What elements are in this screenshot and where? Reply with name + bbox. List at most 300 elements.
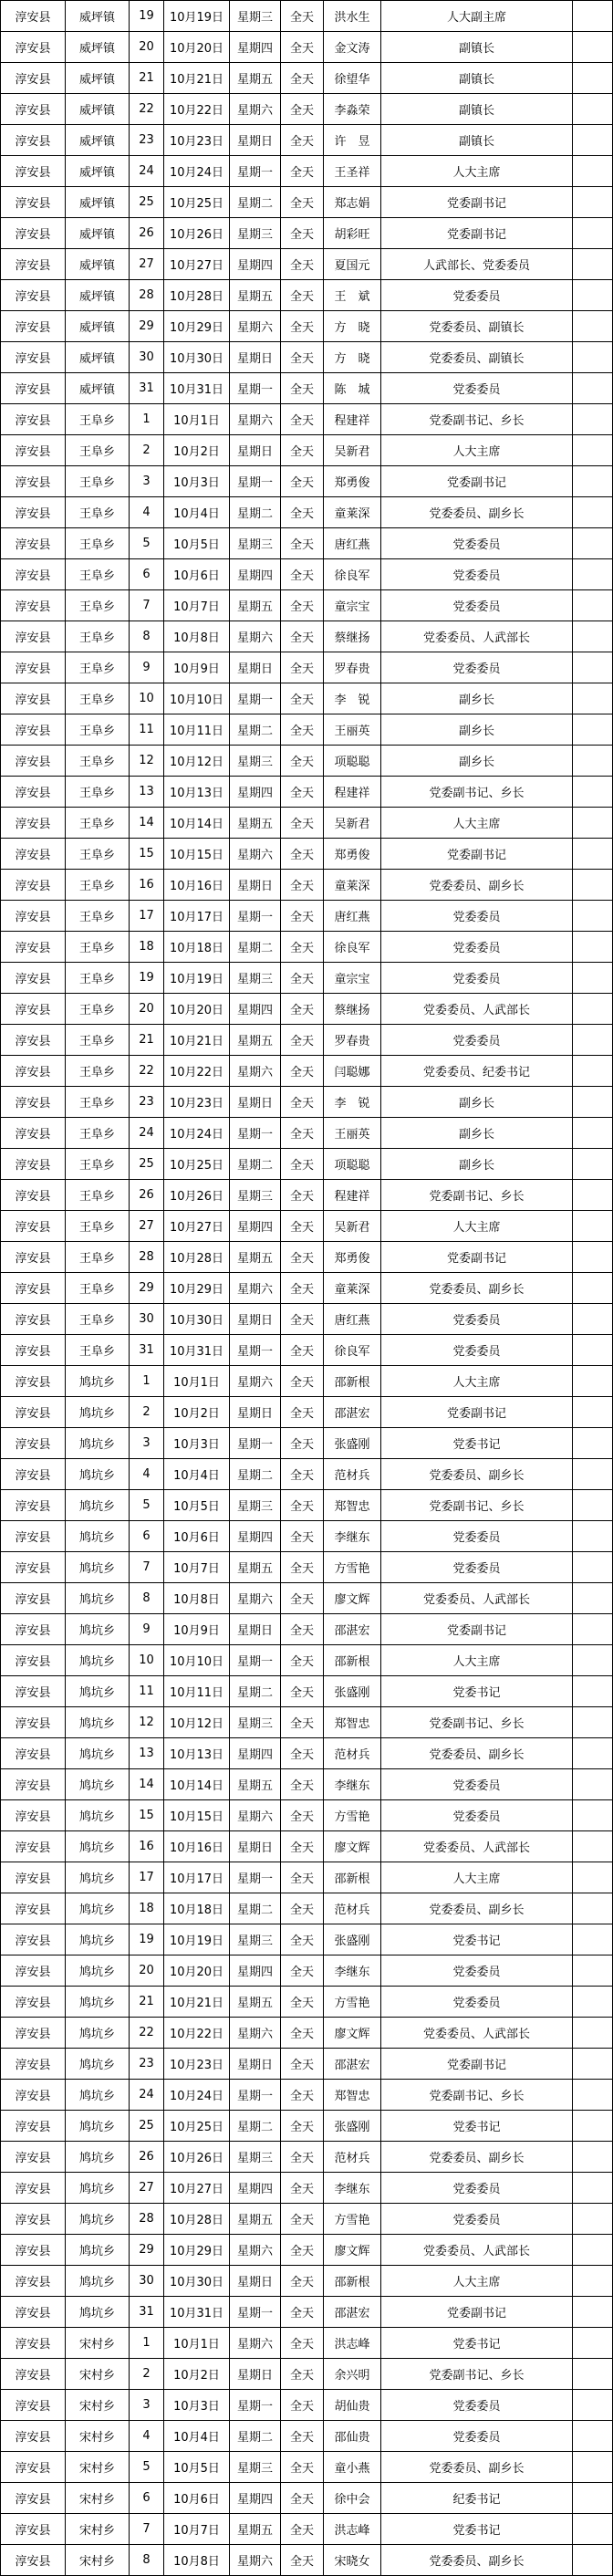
note-cell — [573, 1893, 613, 1924]
note-cell — [573, 94, 613, 125]
date-cell: 10月12日 — [164, 746, 230, 777]
note-cell — [573, 1738, 613, 1769]
position-cell: 党委委员 — [381, 2421, 573, 2452]
date-cell: 10月28日 — [164, 1242, 230, 1273]
township-cell: 鸠坑乡 — [66, 2142, 130, 2173]
name-cell: 童宗宝 — [324, 590, 381, 621]
weekday-cell: 星期三 — [230, 963, 281, 994]
table-row — [1, 901, 613, 932]
day-number-cell: 29 — [130, 2235, 164, 2266]
weekday-cell: 星期三 — [230, 2142, 281, 2173]
table-row — [1, 497, 613, 528]
county-cell: 淳安县 — [1, 621, 66, 652]
time-cell: 全天 — [281, 2421, 324, 2452]
note-cell — [573, 1211, 613, 1242]
note-cell — [573, 1800, 613, 1831]
county-cell: 淳安县 — [1, 528, 66, 559]
county-cell: 淳安县 — [1, 1893, 66, 1924]
date-cell: 10月8日 — [164, 621, 230, 652]
date-cell: 10月4日 — [164, 2421, 230, 2452]
county-cell: 淳安县 — [1, 2018, 66, 2049]
weekday-cell: 星期二 — [230, 2111, 281, 2142]
date-cell: 10月5日 — [164, 528, 230, 559]
table-row — [1, 1769, 613, 1800]
weekday-cell: 星期日 — [230, 1087, 281, 1118]
county-cell: 淳安县 — [1, 435, 66, 466]
day-number-cell: 24 — [130, 156, 164, 187]
position-cell: 人大主席 — [381, 435, 573, 466]
township-cell: 王阜乡 — [66, 714, 130, 746]
day-number-cell: 10 — [130, 683, 164, 714]
date-cell: 10月29日 — [164, 2235, 230, 2266]
note-cell — [573, 652, 613, 683]
county-cell: 淳安县 — [1, 1056, 66, 1087]
date-cell: 10月20日 — [164, 994, 230, 1025]
date-cell: 10月2日 — [164, 2359, 230, 2390]
position-cell: 党委委员 — [381, 2173, 573, 2204]
day-number-cell: 1 — [130, 404, 164, 435]
position-cell: 党委副书记 — [381, 466, 573, 497]
table-row — [1, 2421, 613, 2452]
township-cell: 王阜乡 — [66, 466, 130, 497]
township-cell: 宋村乡 — [66, 2328, 130, 2359]
name-cell: 方雪艳 — [324, 2204, 381, 2235]
day-number-cell: 24 — [130, 2080, 164, 2111]
time-cell: 全天 — [281, 1, 324, 32]
county-cell: 淳安县 — [1, 1397, 66, 1428]
county-cell: 淳安县 — [1, 590, 66, 621]
note-cell — [573, 1676, 613, 1707]
weekday-cell: 星期一 — [230, 901, 281, 932]
time-cell: 全天 — [281, 497, 324, 528]
table-row — [1, 156, 613, 187]
weekday-cell: 星期日 — [230, 870, 281, 901]
position-cell: 党委副书记 — [381, 1614, 573, 1645]
time-cell: 全天 — [281, 2111, 324, 2142]
position-cell: 党委委员、人武部长 — [381, 994, 573, 1025]
county-cell: 淳安县 — [1, 2297, 66, 2328]
weekday-cell: 星期二 — [230, 2421, 281, 2452]
county-cell: 淳安县 — [1, 1924, 66, 1955]
day-number-cell: 12 — [130, 1707, 164, 1738]
table-row — [1, 63, 613, 94]
note-cell — [573, 497, 613, 528]
note-cell — [573, 2545, 613, 2576]
note-cell — [573, 2297, 613, 2328]
date-cell: 10月8日 — [164, 2545, 230, 2576]
time-cell: 全天 — [281, 714, 324, 746]
position-cell: 党委委员 — [381, 1800, 573, 1831]
note-cell — [573, 559, 613, 590]
table-row — [1, 714, 613, 746]
time-cell: 全天 — [281, 746, 324, 777]
position-cell: 党委委员 — [381, 1025, 573, 1056]
date-cell: 10月31日 — [164, 1335, 230, 1366]
weekday-cell: 星期一 — [230, 2297, 281, 2328]
township-cell: 鸠坑乡 — [66, 2204, 130, 2235]
position-cell: 党委委员、副乡长 — [381, 497, 573, 528]
county-cell: 淳安县 — [1, 1583, 66, 1614]
name-cell: 罗春贵 — [324, 1025, 381, 1056]
weekday-cell: 星期五 — [230, 1769, 281, 1800]
name-cell: 邵湛宏 — [324, 2297, 381, 2328]
position-cell: 党委委员 — [381, 932, 573, 963]
county-cell: 淳安县 — [1, 63, 66, 94]
position-cell: 副镇长 — [381, 94, 573, 125]
note-cell — [573, 1614, 613, 1645]
county-cell: 淳安县 — [1, 249, 66, 280]
name-cell: 童宗宝 — [324, 963, 381, 994]
date-cell: 10月30日 — [164, 1304, 230, 1335]
table-row — [1, 1955, 613, 1987]
time-cell: 全天 — [281, 2514, 324, 2545]
weekday-cell: 星期五 — [230, 1987, 281, 2018]
table-row — [1, 1552, 613, 1583]
note-cell — [573, 311, 613, 342]
county-cell: 淳安县 — [1, 1428, 66, 1459]
position-cell: 党委委员、副乡长 — [381, 1738, 573, 1769]
county-cell: 淳安县 — [1, 466, 66, 497]
weekday-cell: 星期一 — [230, 373, 281, 404]
position-cell: 党委委员、副乡长 — [381, 1893, 573, 1924]
time-cell: 全天 — [281, 1521, 324, 1552]
day-number-cell: 26 — [130, 2142, 164, 2173]
weekday-cell: 星期日 — [230, 435, 281, 466]
weekday-cell: 星期二 — [230, 714, 281, 746]
note-cell — [573, 1645, 613, 1676]
note-cell — [573, 1521, 613, 1552]
name-cell: 郑勇俊 — [324, 1242, 381, 1273]
name-cell: 张盛刚 — [324, 1428, 381, 1459]
township-cell: 王阜乡 — [66, 652, 130, 683]
position-cell: 党委委员、纪委书记 — [381, 1056, 573, 1087]
note-cell — [573, 590, 613, 621]
county-cell: 淳安县 — [1, 2514, 66, 2545]
day-number-cell: 16 — [130, 1831, 164, 1862]
note-cell — [573, 1335, 613, 1366]
table-row — [1, 746, 613, 777]
county-cell: 淳安县 — [1, 497, 66, 528]
weekday-cell: 星期四 — [230, 777, 281, 808]
date-cell: 10月2日 — [164, 435, 230, 466]
date-cell: 10月4日 — [164, 1459, 230, 1490]
county-cell: 淳安县 — [1, 1211, 66, 1242]
county-cell: 淳安县 — [1, 2266, 66, 2297]
date-cell: 10月22日 — [164, 94, 230, 125]
township-cell: 王阜乡 — [66, 1087, 130, 1118]
name-cell: 许 昱 — [324, 125, 381, 156]
time-cell: 全天 — [281, 1180, 324, 1211]
table-row — [1, 2142, 613, 2173]
time-cell: 全天 — [281, 2359, 324, 2390]
township-cell: 王阜乡 — [66, 435, 130, 466]
weekday-cell: 星期六 — [230, 2235, 281, 2266]
weekday-cell: 星期四 — [230, 1738, 281, 1769]
day-number-cell: 30 — [130, 342, 164, 373]
county-cell: 淳安县 — [1, 1459, 66, 1490]
day-number-cell: 25 — [130, 187, 164, 218]
date-cell: 10月18日 — [164, 932, 230, 963]
note-cell — [573, 1087, 613, 1118]
weekday-cell: 星期六 — [230, 1800, 281, 1831]
township-cell: 鸠坑乡 — [66, 2111, 130, 2142]
date-cell: 10月22日 — [164, 1056, 230, 1087]
note-cell — [573, 125, 613, 156]
time-cell: 全天 — [281, 63, 324, 94]
day-number-cell: 26 — [130, 218, 164, 249]
position-cell: 党委委员、副镇长 — [381, 311, 573, 342]
time-cell: 全天 — [281, 1924, 324, 1955]
note-cell — [573, 63, 613, 94]
position-cell: 党委委员、人武部长 — [381, 2018, 573, 2049]
county-cell: 淳安县 — [1, 2390, 66, 2421]
date-cell: 10月31日 — [164, 2297, 230, 2328]
time-cell: 全天 — [281, 528, 324, 559]
note-cell — [573, 1707, 613, 1738]
name-cell: 邵湛宏 — [324, 2049, 381, 2080]
day-number-cell: 31 — [130, 373, 164, 404]
county-cell: 淳安县 — [1, 2173, 66, 2204]
name-cell: 范材兵 — [324, 1893, 381, 1924]
time-cell: 全天 — [281, 280, 324, 311]
position-cell: 党委委员、副乡长 — [381, 2545, 573, 2576]
table-row — [1, 1614, 613, 1645]
township-cell: 鸠坑乡 — [66, 2235, 130, 2266]
township-cell: 鸠坑乡 — [66, 1459, 130, 1490]
weekday-cell: 星期六 — [230, 621, 281, 652]
name-cell: 郑智忠 — [324, 1707, 381, 1738]
time-cell: 全天 — [281, 1459, 324, 1490]
table-row — [1, 2452, 613, 2483]
county-cell: 淳安县 — [1, 559, 66, 590]
day-number-cell: 8 — [130, 621, 164, 652]
day-number-cell: 24 — [130, 1118, 164, 1149]
day-number-cell: 28 — [130, 2204, 164, 2235]
name-cell: 项聪聪 — [324, 1149, 381, 1180]
time-cell: 全天 — [281, 1056, 324, 1087]
note-cell — [573, 2111, 613, 2142]
date-cell: 10月3日 — [164, 1428, 230, 1459]
weekday-cell: 星期日 — [230, 1304, 281, 1335]
township-cell: 王阜乡 — [66, 1273, 130, 1304]
date-cell: 10月8日 — [164, 1583, 230, 1614]
table-row — [1, 652, 613, 683]
table-row — [1, 280, 613, 311]
date-cell: 10月23日 — [164, 2049, 230, 2080]
weekday-cell: 星期一 — [230, 1118, 281, 1149]
time-cell: 全天 — [281, 1831, 324, 1862]
name-cell: 洪志峰 — [324, 2328, 381, 2359]
time-cell: 全天 — [281, 2328, 324, 2359]
table-row — [1, 2390, 613, 2421]
date-cell: 10月3日 — [164, 466, 230, 497]
county-cell: 淳安县 — [1, 1118, 66, 1149]
name-cell: 胡彩旺 — [324, 218, 381, 249]
time-cell: 全天 — [281, 1149, 324, 1180]
position-cell: 党委委员 — [381, 901, 573, 932]
date-cell: 10月11日 — [164, 714, 230, 746]
day-number-cell: 4 — [130, 2421, 164, 2452]
name-cell: 唐红燕 — [324, 901, 381, 932]
weekday-cell: 星期六 — [230, 94, 281, 125]
time-cell: 全天 — [281, 1490, 324, 1521]
position-cell: 党委副书记、乡长 — [381, 2080, 573, 2111]
note-cell — [573, 839, 613, 870]
time-cell: 全天 — [281, 2080, 324, 2111]
table-row — [1, 2297, 613, 2328]
weekday-cell: 星期一 — [230, 1862, 281, 1893]
position-cell: 副镇长 — [381, 63, 573, 94]
note-cell — [573, 1180, 613, 1211]
table-row — [1, 404, 613, 435]
day-number-cell: 8 — [130, 1583, 164, 1614]
name-cell: 徐望华 — [324, 63, 381, 94]
name-cell: 蔡继扬 — [324, 621, 381, 652]
time-cell: 全天 — [281, 1397, 324, 1428]
position-cell: 党委委员、副乡长 — [381, 2452, 573, 2483]
township-cell: 鸠坑乡 — [66, 1397, 130, 1428]
table-row — [1, 1987, 613, 2018]
weekday-cell: 星期四 — [230, 32, 281, 63]
time-cell: 全天 — [281, 652, 324, 683]
day-number-cell: 19 — [130, 1924, 164, 1955]
township-cell: 鸠坑乡 — [66, 1893, 130, 1924]
weekday-cell: 星期五 — [230, 2204, 281, 2235]
day-number-cell: 2 — [130, 435, 164, 466]
date-cell: 10月1日 — [164, 2328, 230, 2359]
table-row — [1, 1521, 613, 1552]
name-cell: 蔡继扬 — [324, 994, 381, 1025]
weekday-cell: 星期四 — [230, 559, 281, 590]
date-cell: 10月13日 — [164, 777, 230, 808]
county-cell: 淳安县 — [1, 1676, 66, 1707]
note-cell — [573, 1273, 613, 1304]
township-cell: 鸠坑乡 — [66, 2266, 130, 2297]
township-cell: 鸠坑乡 — [66, 1955, 130, 1987]
township-cell: 王阜乡 — [66, 1335, 130, 1366]
weekday-cell: 星期六 — [230, 404, 281, 435]
date-cell: 10月17日 — [164, 901, 230, 932]
table-row — [1, 1118, 613, 1149]
position-cell: 党委书记 — [381, 1924, 573, 1955]
time-cell: 全天 — [281, 187, 324, 218]
note-cell — [573, 32, 613, 63]
note-cell — [573, 683, 613, 714]
time-cell: 全天 — [281, 125, 324, 156]
time-cell: 全天 — [281, 373, 324, 404]
position-cell: 党委副书记 — [381, 2297, 573, 2328]
name-cell: 郑智忠 — [324, 2080, 381, 2111]
table-row — [1, 218, 613, 249]
table-row — [1, 994, 613, 1025]
township-cell: 鸠坑乡 — [66, 1428, 130, 1459]
day-number-cell: 13 — [130, 777, 164, 808]
position-cell: 党委委员、副乡长 — [381, 1459, 573, 1490]
county-cell: 淳安县 — [1, 125, 66, 156]
position-cell: 副镇长 — [381, 32, 573, 63]
weekday-cell: 星期六 — [230, 2018, 281, 2049]
township-cell: 鸠坑乡 — [66, 1769, 130, 1800]
day-number-cell: 30 — [130, 2266, 164, 2297]
time-cell: 全天 — [281, 156, 324, 187]
county-cell: 淳安县 — [1, 994, 66, 1025]
weekday-cell: 星期一 — [230, 2390, 281, 2421]
table-row — [1, 1893, 613, 1924]
name-cell: 邵新根 — [324, 1366, 381, 1397]
day-number-cell: 15 — [130, 1800, 164, 1831]
day-number-cell: 3 — [130, 466, 164, 497]
table-row — [1, 1645, 613, 1676]
township-cell: 王阜乡 — [66, 1118, 130, 1149]
note-cell — [573, 2390, 613, 2421]
position-cell: 党委委员 — [381, 1304, 573, 1335]
name-cell: 方 晓 — [324, 311, 381, 342]
weekday-cell: 星期五 — [230, 808, 281, 839]
name-cell: 李淼荣 — [324, 94, 381, 125]
township-cell: 鸠坑乡 — [66, 1645, 130, 1676]
name-cell: 李继东 — [324, 1955, 381, 1987]
date-cell: 10月14日 — [164, 1769, 230, 1800]
day-number-cell: 26 — [130, 1180, 164, 1211]
county-cell: 淳安县 — [1, 1180, 66, 1211]
name-cell: 吴新君 — [324, 435, 381, 466]
roster-body — [1, 1, 613, 2576]
name-cell: 程建祥 — [324, 404, 381, 435]
time-cell: 全天 — [281, 435, 324, 466]
name-cell: 王圣祥 — [324, 156, 381, 187]
time-cell: 全天 — [281, 590, 324, 621]
position-cell: 人大副主席 — [381, 1, 573, 32]
time-cell: 全天 — [281, 2018, 324, 2049]
township-cell: 鸠坑乡 — [66, 1490, 130, 1521]
township-cell: 宋村乡 — [66, 2390, 130, 2421]
day-number-cell: 5 — [130, 2452, 164, 2483]
date-cell: 10月7日 — [164, 590, 230, 621]
township-cell: 王阜乡 — [66, 870, 130, 901]
township-cell: 王阜乡 — [66, 1180, 130, 1211]
name-cell: 王丽英 — [324, 714, 381, 746]
county-cell: 淳安县 — [1, 746, 66, 777]
county-cell: 淳安县 — [1, 2142, 66, 2173]
date-cell: 10月29日 — [164, 1273, 230, 1304]
date-cell: 10月1日 — [164, 404, 230, 435]
day-number-cell: 20 — [130, 1955, 164, 1987]
note-cell — [573, 2483, 613, 2514]
day-number-cell: 8 — [130, 2545, 164, 2576]
weekday-cell: 星期五 — [230, 63, 281, 94]
table-row — [1, 808, 613, 839]
township-cell: 鸠坑乡 — [66, 2173, 130, 2204]
name-cell: 邵仙贵 — [324, 2421, 381, 2452]
township-cell: 鸠坑乡 — [66, 1676, 130, 1707]
name-cell: 吴新君 — [324, 808, 381, 839]
township-cell: 王阜乡 — [66, 590, 130, 621]
weekday-cell: 星期四 — [230, 2483, 281, 2514]
table-row — [1, 963, 613, 994]
position-cell: 党委书记 — [381, 2514, 573, 2545]
name-cell: 张盛刚 — [324, 2111, 381, 2142]
table-row — [1, 2545, 613, 2576]
position-cell: 党委副书记、乡长 — [381, 1180, 573, 1211]
date-cell: 10月1日 — [164, 1366, 230, 1397]
note-cell — [573, 1955, 613, 1987]
note-cell — [573, 280, 613, 311]
township-cell: 宋村乡 — [66, 2545, 130, 2576]
table-row — [1, 1242, 613, 1273]
name-cell: 唐红燕 — [324, 1304, 381, 1335]
name-cell: 徐良军 — [324, 932, 381, 963]
time-cell: 全天 — [281, 2173, 324, 2204]
